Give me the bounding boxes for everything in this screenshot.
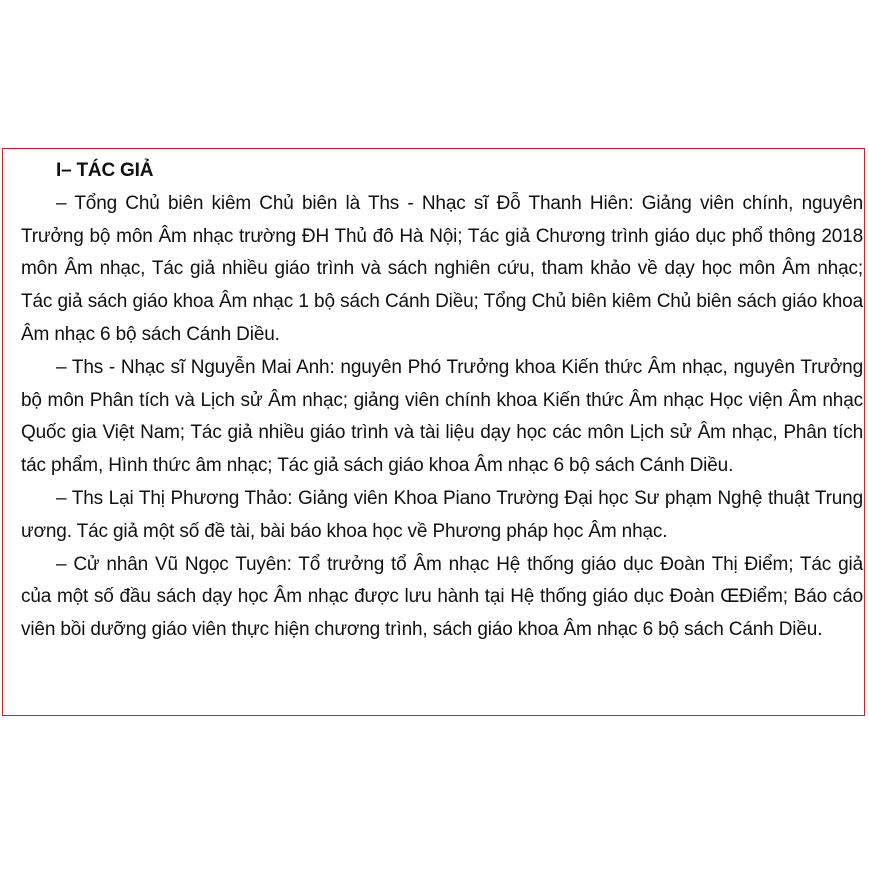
paragraph-author-1: – Tổng Chủ biên kiêm Chủ biên là Ths - Nhạc sĩ Đỗ Thanh Hiên: Giảng viên chính, nguyên Trưởng bộ môn Âm nhạc trường ĐH Thủ đô Hà Nội; Tác giả Chương trình giáo dục phổ thông 2018 môn Âm nhạc, Tác giả nhiều giáo trình và sách nghiên cứu, tham khảo về dạy học môn Âm nhạc; Tác giả sách giáo khoa Âm nhạc 1 bộ sách Cánh Diều; Tổng Chủ biên kiêm Chủ biên sách giáo khoa Âm nhạc 6 bộ sách Cánh Diều. (21, 192, 863, 345)
paragraph-author-3: – Ths Lại Thị Phương Thảo: Giảng viên Khoa Piano Trường Đại học Sư phạm Nghệ thuật Trung ương. Tác giả một số đề tài, bài báo khoa học về Phương pháp học Âm nhạc. (21, 487, 863, 542)
section-heading: I– TÁC GIẢ (56, 160, 154, 181)
paragraph-author-2: – Ths - Nhạc sĩ Nguyễn Mai Anh: nguyên Phó Trưởng khoa Kiến thức Âm nhạc, nguyên Trưởng bộ môn Phân tích và Lịch sử Âm nhạc; giảng viên chính khoa Kiến thức Âm nhạc Học viện Âm nhạc Quốc gia Việt Nam; Tác giả nhiều giáo trình và tài liệu dạy học các môn Lịch sử Âm nhạc, Phân tích tác phẩm, Hình thức âm nhạc; Tác giả sách giáo khoa Âm nhạc 6 bộ sách Cánh Diều. (21, 356, 863, 477)
paragraph-author-4: – Cử nhân Vũ Ngọc Tuyên: Tổ trưởng tổ Âm nhạc Hệ thống giáo dục Đoàn Thị Điểm; Tác giả của một số đầu sách dạy học Âm nhạc được lưu hành tại Hệ thống giáo dục Đoàn ŒĐiểm; Báo cáo viên bồi dưỡng giáo viên thực hiện chương trình, sách giáo khoa Âm nhạc 6 bộ sách Cánh Diều. (21, 553, 863, 641)
document-frame (2, 148, 865, 716)
document-body (21, 155, 863, 647)
